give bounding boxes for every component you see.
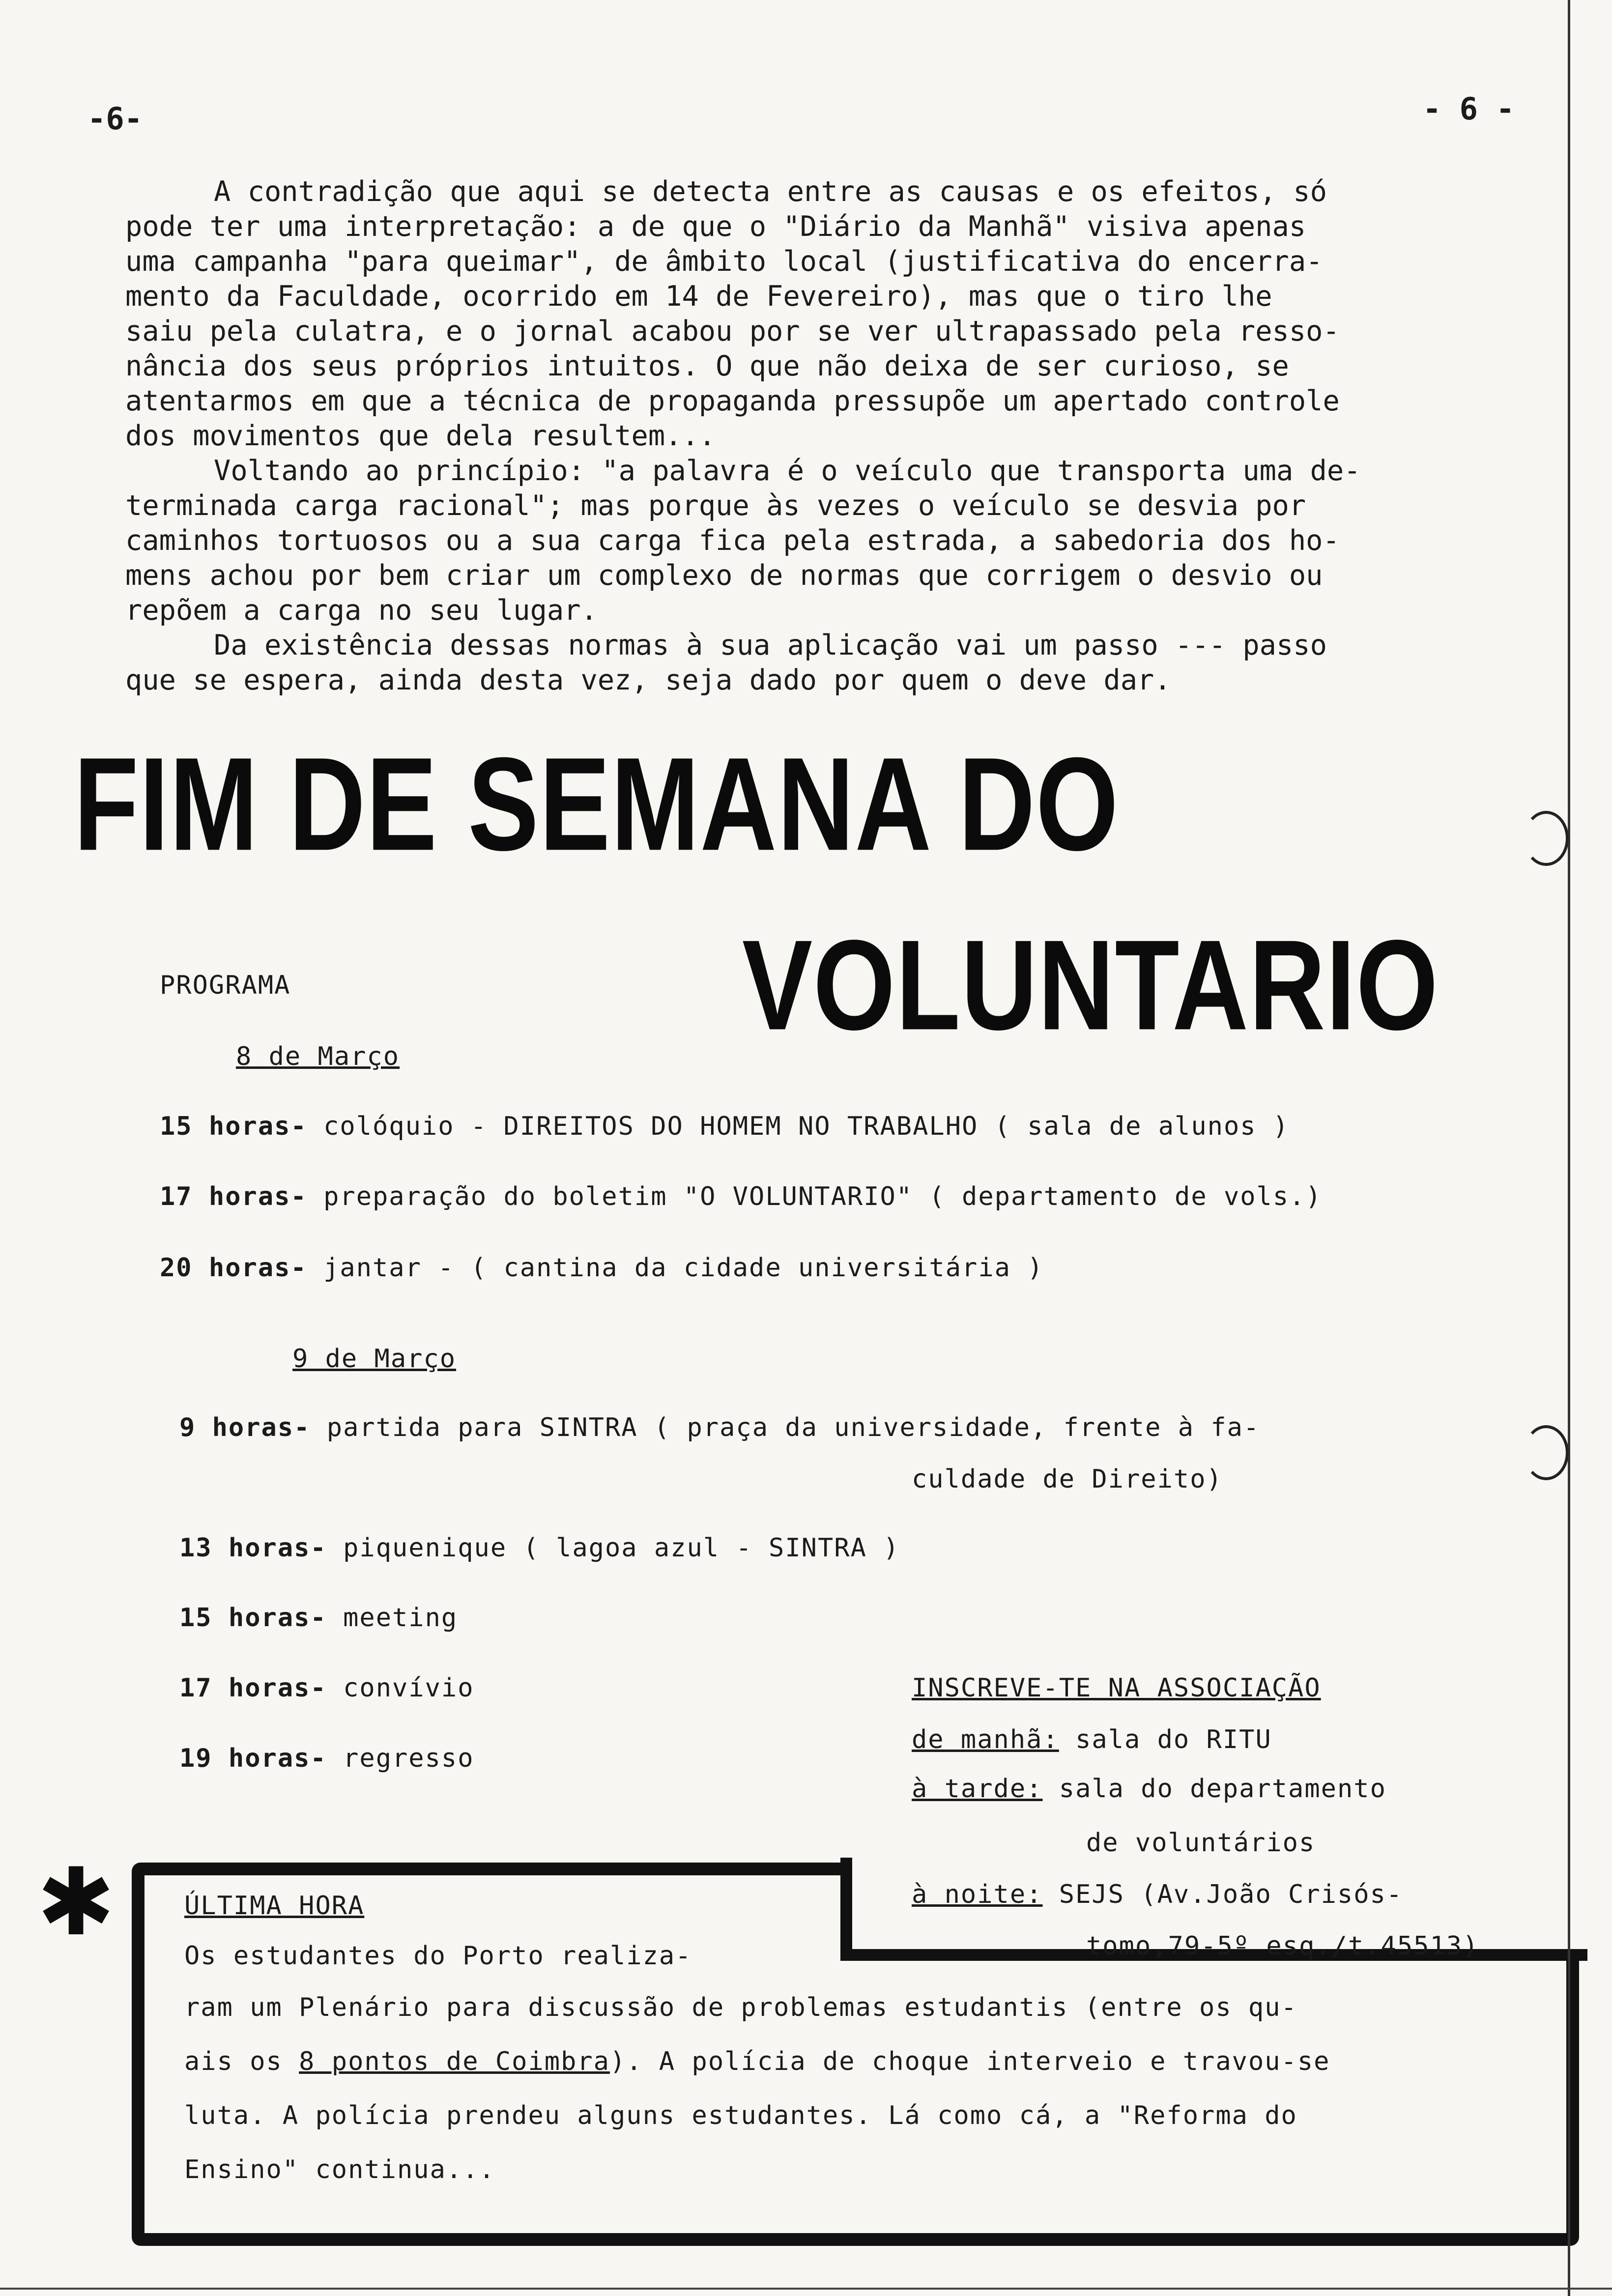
schedule-text: regresso — [343, 1744, 474, 1773]
schedule-time: 17 horas- — [179, 1673, 327, 1703]
schedule-text: convívio — [343, 1673, 474, 1703]
article-line: A contradição que aqui se detecta entre as causas e os efeitos, só — [214, 175, 1327, 208]
schedule-time: 15 horas- — [160, 1112, 307, 1141]
schedule-time: 20 horas- — [160, 1253, 307, 1283]
day2-date: 9 de Março — [292, 1344, 457, 1374]
registration-morning-label: de manhã: — [912, 1725, 1059, 1754]
headline-line-2: VOLUNTARIO — [742, 913, 1439, 1057]
registration-afternoon-text: sala do departamento — [1059, 1774, 1386, 1804]
article-line: repõem a carga no seu lugar. — [125, 594, 598, 627]
headline-line-1: FIM DE SEMANA DO — [74, 729, 1120, 878]
article-line: mens achou por bem criar um complexo de normas que corrigem o desvio ou — [125, 559, 1323, 592]
registration-night-cont: tomo,79-5º esq./t.45513) — [1086, 1931, 1479, 1961]
article-line: mento da Faculdade, ocorrido em 14 de Fevereiro), mas que o tiro lhe — [125, 280, 1272, 313]
schedule-time: 15 horas- — [179, 1603, 327, 1633]
schedule-text-continued: culdade de Direito) — [912, 1464, 1223, 1494]
article-line: dos movimentos que dela resultem... — [125, 420, 716, 452]
article-line: caminhos tortuosos ou a sua carga fica pela estrada, a sabedoria dos ho- — [125, 524, 1340, 557]
schedule-row — [179, 1744, 474, 1773]
schedule-text: piquenique ( lagoa azul - SINTRA ) — [343, 1533, 900, 1563]
schedule-row — [160, 1112, 1289, 1141]
asterisk-icon: ✱ — [37, 1848, 115, 1956]
schedule-row — [179, 1413, 1260, 1442]
punch-hole-mark — [1524, 1425, 1569, 1480]
schedule-row — [160, 1253, 1044, 1283]
article-body — [125, 174, 1531, 698]
registration-afternoon-cont: de voluntários — [1086, 1828, 1316, 1858]
registration-title: INSCREVE-TE NA ASSOCIAÇÃO — [912, 1673, 1321, 1703]
schedule-time: 19 horas- — [179, 1744, 327, 1773]
late-news-line-rest: ). A polícia de choque interveio e travou-se — [609, 2047, 1330, 2076]
late-news-line-start: ais os — [184, 2047, 299, 2076]
article-line: Da existência dessas normas à sua aplicação vai um passo --- passo — [214, 629, 1327, 661]
schedule-time: 17 horas- — [160, 1182, 307, 1211]
schedule-text: jantar - ( cantina da cidade universitária ) — [323, 1253, 1044, 1283]
schedule-text: preparação do boletim "O VOLUNTARIO" ( departamento de vols.) — [323, 1182, 1322, 1211]
article-line: nância dos seus próprios intuitos. O que não deixa de ser curioso, se — [125, 350, 1289, 382]
schedule-time: 9 horas- — [179, 1413, 311, 1442]
article-line: atentarmos em que a técnica de propaganda pressupõe um apertado controle — [125, 385, 1340, 417]
schedule-text: meeting — [343, 1603, 458, 1633]
schedule-row — [179, 1533, 900, 1563]
page-number-left: -6- — [87, 101, 143, 137]
schedule-row — [179, 1673, 474, 1703]
schedule-row — [160, 1182, 1322, 1211]
late-news-title: ÚLTIMA HORA — [184, 1891, 365, 1921]
scan-bottom-line — [0, 2288, 1612, 2290]
day1-date: 8 de Março — [236, 1042, 400, 1071]
registration-afternoon — [912, 1774, 1386, 1804]
late-news-line: ram um Plenário para discussão de problemas estudantis (entre os qu- — [184, 1993, 1297, 2022]
punch-hole-mark — [1524, 811, 1569, 866]
article-line: que se espera, ainda desta vez, seja dado por quem o deve dar. — [125, 664, 1171, 696]
registration-afternoon-label: à tarde: — [912, 1774, 1043, 1804]
program-title: PROGRAMA — [160, 971, 291, 1000]
registration-morning — [912, 1725, 1272, 1754]
article-line: terminada carga racional"; mas porque às vezes o veículo se desvia por — [125, 489, 1306, 522]
late-news-link: 8 pontos de Coimbra — [299, 2047, 610, 2076]
page-number-right: - 6 - — [1423, 91, 1515, 127]
scan-edge-line — [1568, 0, 1570, 2296]
registration-night-text: SEJS (Av.João Crisós- — [1059, 1880, 1403, 1909]
schedule-text: partida para SINTRA ( praça da universidade, frente à fa- — [326, 1413, 1260, 1442]
article-line: uma campanha "para queimar", de âmbito local (justificativa do encerra- — [125, 245, 1323, 278]
registration-night — [912, 1880, 1403, 1909]
late-news-line: Ensino" continua... — [184, 2155, 495, 2184]
schedule-row — [179, 1603, 458, 1633]
late-news-line — [184, 2047, 1330, 2076]
article-line: saiu pela culatra, e o jornal acabou por se ver ultrapassado pela resso- — [125, 315, 1340, 347]
article-line: pode ter uma interpretação: a de que o "Diário da Manhã" visiva apenas — [125, 210, 1306, 243]
schedule-time: 13 horas- — [179, 1533, 327, 1563]
registration-night-label: à noite: — [912, 1880, 1043, 1909]
registration-morning-text: sala do RITU — [1075, 1725, 1272, 1754]
article-line: Voltando ao princípio: "a palavra é o veículo que transporta uma de- — [214, 455, 1361, 487]
late-news-line: luta. A polícia prendeu alguns estudantes. Lá como cá, a "Reforma do — [184, 2101, 1297, 2130]
schedule-text: colóquio - DIREITOS DO HOMEM NO TRABALHO ( sala de alunos ) — [323, 1112, 1290, 1141]
late-news-line: Os estudantes do Porto realiza- — [184, 1941, 692, 1971]
